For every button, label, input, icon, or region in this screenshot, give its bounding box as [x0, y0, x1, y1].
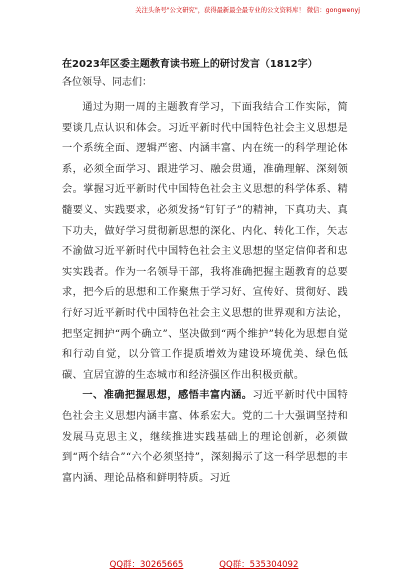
- promo-banner: [60, 7, 360, 41]
- qq-group-2: QQ群：535304092: [219, 560, 299, 570]
- promo-banner-text: 关注头条号"公文研究"，获得最新最全最专业的公文资料库！ 微信：gongwenyj: [135, 7, 360, 14]
- footer-contact: [0, 559, 408, 571]
- document-body: [62, 98, 348, 489]
- qq-group-1: QQ群：30265665: [109, 560, 184, 570]
- document-title: 在2023年区委主题教育读书班上的研讨发言（1812字）: [62, 59, 318, 70]
- body-paragraph-with-heading: [62, 386, 348, 489]
- section-heading: 一、准确把握思想，感悟丰富内涵。: [82, 390, 253, 402]
- body-paragraph-text: 习近平新时代中国特色社会主义思想内涵丰富、体系宏大。党的二十大强调坚持和发展马克思主义，继续推进实践基础上的理论创新，必须做到“两个结合”“六个必须坚持”，深刻揭示了这一科学思想的丰富内涵、理论品格和鲜明特质。习近: [62, 390, 348, 484]
- salutation: 各位领导、同志们：: [62, 77, 152, 88]
- body-paragraph: 通过为期一周的主题教育学习，下面我结合工作实际，简要谈几点认识和体会。习近平新时代中国特色社会主义思想是一个系统全面、逻辑严密、内涵丰富、内在统一的科学理论体系，必须全面学习、跟进学习、融会贯通，准确理解、深刻领会。掌握习近平新时代中国特色社会主义思想的科学体系、精髓要义、实践要求，必须发扬“钉钉子”的精神，下真功夫、真下功夫，做好学习贯彻新思想的深化、内化、转化工作，矢志不渝做习近平新时代中国特色社会主义思想的坚定信仰者和忠实实践者。作为一名领导干部，我将准确把握主题教育的总要求，把今后的思想和工作聚焦于学习好、宣传好、贯彻好、践行好习近平新时代中国特色社会主义思想的世界观和方法论，把坚定拥护“两个确立”、坚决做到“两个维护”转化为思想自觉和行动自觉，以分管工作提质增效为建设环境优美、绿色低碳、宜居宜游的生态城市和经济强区作出积极贡献。: [62, 102, 348, 381]
